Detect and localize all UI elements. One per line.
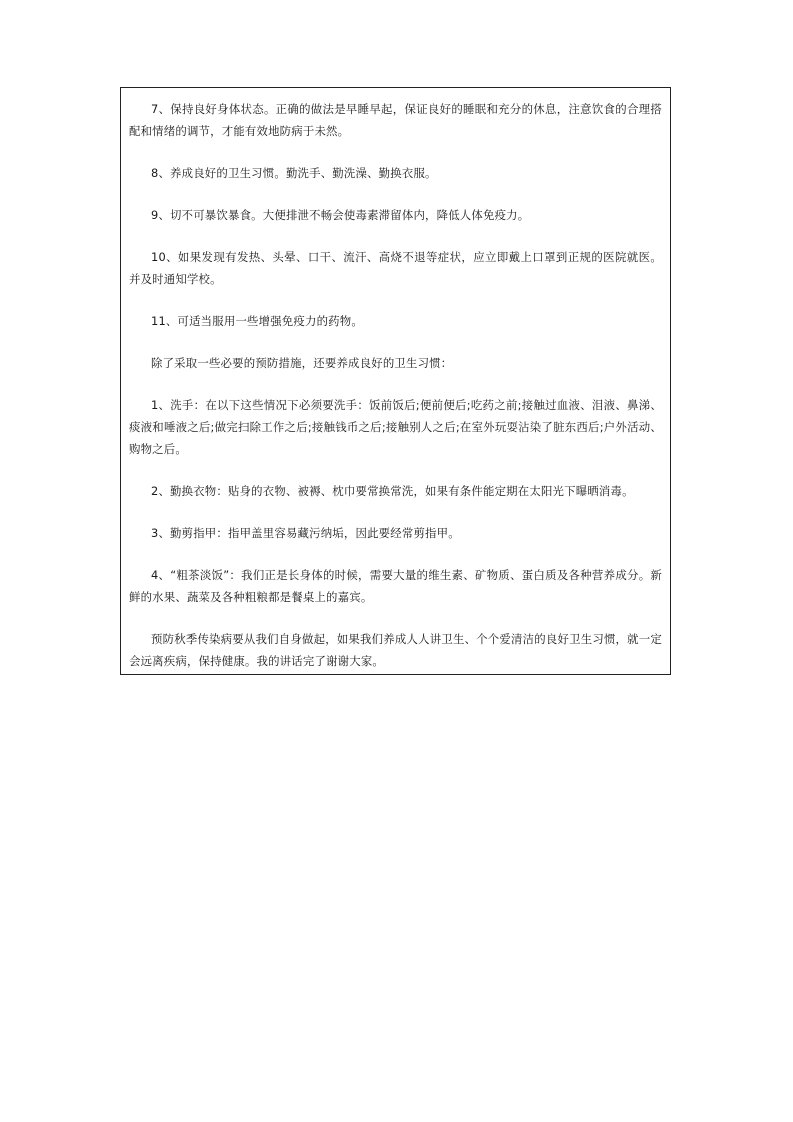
paragraph-conclusion: 预防秋季传染病要从我们自身做起，如果我们养成人人讲卫生、个个爱清洁的良好卫生习惯，就一定会远离疾病，保持健康。我的讲话完了谢谢大家。: [129, 632, 662, 668]
paragraph-item-10: 10、如果发现有发热、头晕、口干、流汗、高烧不退等症状，应立即戴上口罩到正规的医院就医。并及时通知学校。: [129, 250, 662, 286]
paragraph-change-clothes: 2、勤换衣物：贴身的衣物、被褥、枕巾要常换常洗，如果有条件能定期在太阳光下曝晒消毒。: [151, 484, 634, 498]
paragraph-trim-nails: 3、勤剪指甲：指甲盖里容易藏污纳垢，因此要经常剪指甲。: [151, 526, 460, 540]
content-frame: [120, 87, 671, 675]
paragraph-simple-diet: 4、“粗茶淡饭”：我们正是长身体的时候，需要大量的维生素、矿物质、蛋白质及各种营养成分。新鲜的水果、蔬菜及各种粗粮都是餐桌上的嘉宾。: [129, 568, 662, 604]
paragraph-handwashing: 1、洗手：在以下这些情况下必须要洗手：饭前饭后;便前便后;吃药之前;接触过血液、泪液、鼻涕、痰液和唾液之后;做完扫除工作之后;接触钱币之后;接触别人之后;在室外玩耍沾染了脏东西后;户外活动、购物之后。: [129, 398, 662, 456]
paragraph-item-11: 11、可适当服用一些增强免疫力的药物。: [151, 314, 363, 328]
paragraph-item-7: 7、保持良好身体状态。正确的做法是早睡早起，保证良好的睡眠和充分的休息，注意饮食的合理搭配和情绪的调节，才能有效地防病于未然。: [129, 102, 662, 138]
paragraph-item-9: 9、切不可暴饮暴食。大便排泄不畅会使毒素滞留体内，降低人体免疫力。: [151, 208, 530, 222]
paragraph-hygiene-intro: 除了采取一些必要的预防措施，还要养成良好的卫生习惯：: [151, 356, 453, 370]
paragraph-item-8: 8、养成良好的卫生习惯。勤洗手、勤洗澡、勤换衣服。: [151, 166, 437, 180]
